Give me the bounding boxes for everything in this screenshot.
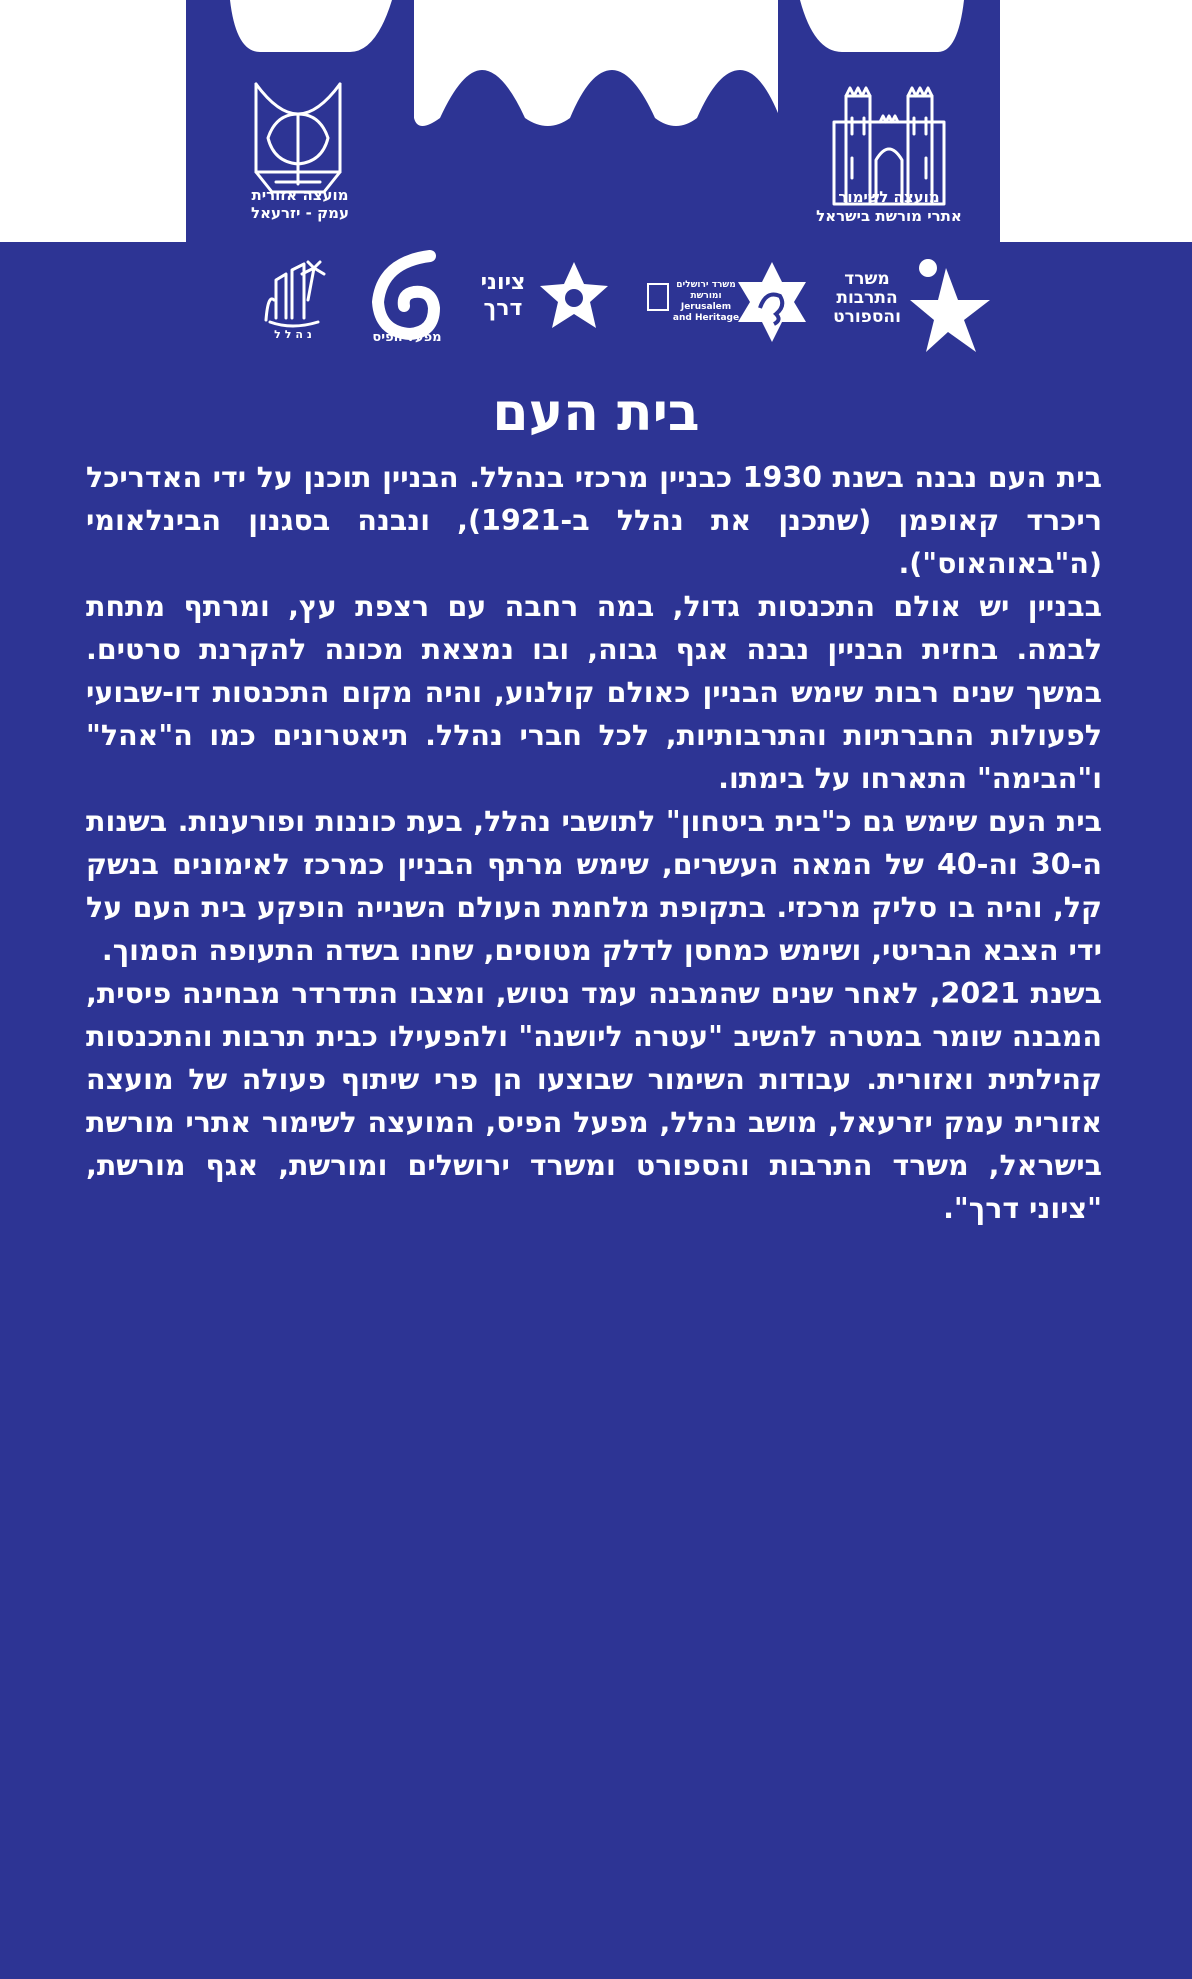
- heritage-council-line1: מועצה לשימור: [838, 188, 940, 206]
- jezreel-council-line1: מועצה אזורית: [251, 186, 349, 204]
- heritage-council-line2: אתרי מורשת בישראל: [816, 207, 962, 225]
- page-title: בית העם: [492, 383, 700, 443]
- sign-body: [86, 456, 1102, 1230]
- jezreel-council-line2: עמק - יזרעאל: [251, 204, 349, 222]
- zionei-derech-label: ציוני דרך: [480, 270, 526, 321]
- paragraph-security: בית העם שימש גם כ"בית ביטחון" לתושבי נהלל, בעת כוננות ופורענות. בשנות ה-30 וה-40 של המאה העשרים, שימש מרתף הבניין כמרכז לאימונים בנשק קל, והיה בו סליק מרכזי. בתקופת מלחמת העולם השנייה הופקע בית העם על ידי הצבא הבריטי, ושימש כמחסן לדלק מטוסים, שחנו בשדה התעופה הסמוך.: [86, 805, 1102, 967]
- paragraph-building: בבניין יש אולם התכנסות גדול, במה רחבה עם רצפת עץ, ומרתף מתחת לבמה. בחזית הבניין נבנה אגף גבוה, ובו נמצאת מכונה להקרנת סרטים. במשך שנים רבות שימש הבניין כאולם קולנוע, והיה מקום התכנסות דו-שבועי לפעולות החברתיות והתרבותיות, לכל חברי נהלל. תיאטרונים כמו ה"אהל" ו"הבימה" התארחו על בימתו.: [86, 590, 1102, 795]
- nahalal-label: נהלל: [274, 328, 316, 341]
- jezreel-council-label: [220, 186, 380, 222]
- heritage-council-label: [794, 188, 984, 226]
- culture-ministry-label: משרד התרבות והספורט: [833, 269, 901, 327]
- jerusalem-ministry-label-he: משרד ירושלים ומורשת: [676, 280, 736, 301]
- paragraph-history: בית העם נבנה בשנת 1930 כבניין מרכזי בנהלל. הבניין תוכנן על ידי האדריכל ריכרד קאופמן (שתכנן את נהלל ב-1921), ונבנה בסגנון הבינלאומי (ה"באוהאוס").: [86, 461, 1103, 580]
- paragraph-restoration: בשנת 2021, לאחר שנים שהמבנה עמד נטוש, ומצבו התדרדר מבחינה פיסית, המבנה שומר במטרה להשיב "עטרה ליושנה" ולהפעילו כבית תרבות והתכנסות קהילתית ואזורית. עבודות השימור שבוצעו הן פרי שיתוף פעולה של מועצה אזורית עמק יזרעאל, מושב נהלל, מפעל הפיס, המועצה לשימור אתרי מורשת בישראל, משרד התרבות והספורט ומשרד ירושלים ומורשת, אגף מורשת, "ציוני דרך".: [86, 977, 1102, 1225]
- jerusalem-ministry-label: [672, 280, 740, 324]
- mifal-hapais-label: מפעל הפיס: [372, 330, 442, 345]
- jerusalem-ministry-label-en: Jerusalem and Heritage: [672, 302, 740, 323]
